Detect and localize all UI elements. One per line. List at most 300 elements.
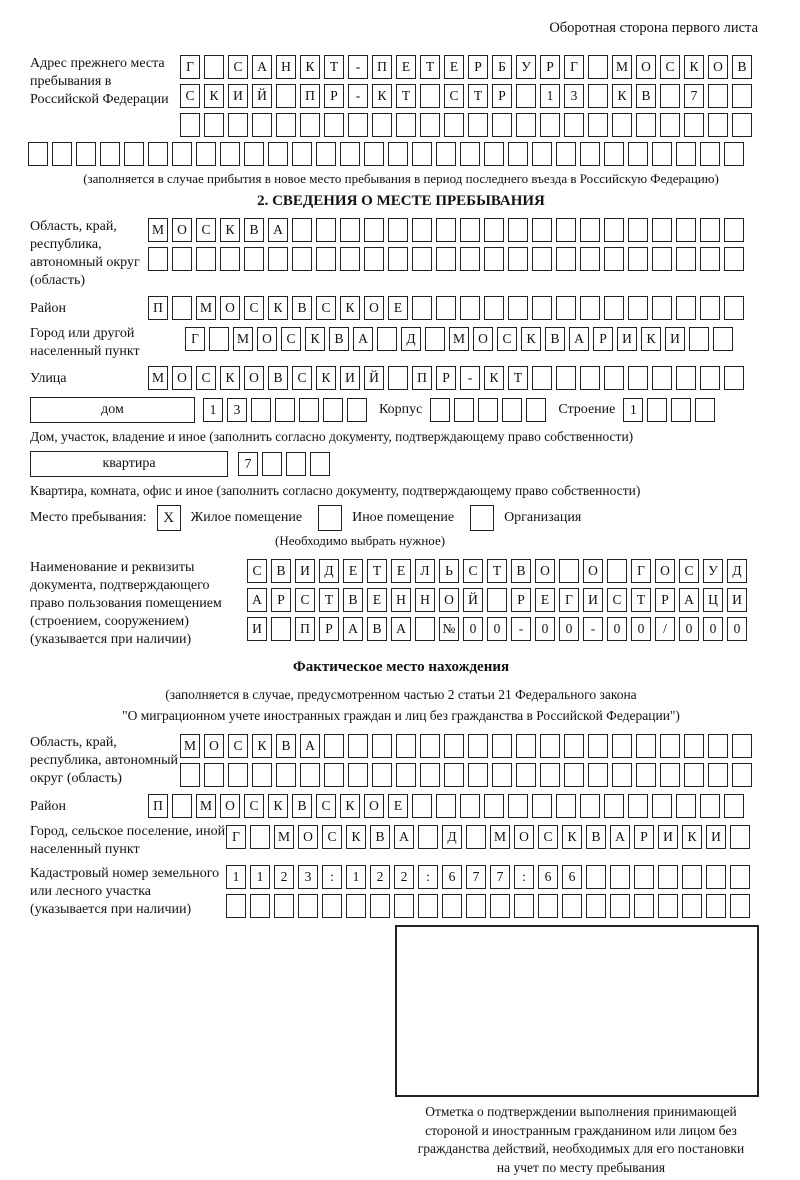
char-cell (347, 398, 367, 422)
char-cell (559, 559, 579, 583)
char-cell: О (220, 794, 240, 818)
char-cell: - (348, 84, 368, 108)
region-rows (148, 218, 744, 271)
char-cell (580, 296, 600, 320)
char-cell (580, 142, 600, 166)
char-cell: - (348, 55, 368, 79)
stamp-caption-line: на учет по месту пребывания (496, 1159, 666, 1175)
char-cell (323, 398, 343, 422)
char-cell: О (257, 327, 277, 351)
char-cell (708, 734, 728, 758)
char-cell (636, 113, 656, 137)
char-cell: К (521, 327, 541, 351)
actual-region-label: Область, край, республика, автономный округ (область) (30, 735, 179, 786)
char-cell: С (679, 559, 699, 583)
char-cell (532, 366, 552, 390)
char-cell: 1 (226, 865, 246, 889)
char-cell (604, 794, 624, 818)
char-cell (628, 296, 648, 320)
char-cell (660, 113, 680, 137)
char-cell (316, 247, 336, 271)
char-cell (348, 763, 368, 787)
char-cell (540, 763, 560, 787)
char-cell (244, 142, 264, 166)
char-cell (508, 218, 528, 242)
char-cell: Й (364, 366, 384, 390)
char-row (247, 617, 747, 641)
city-label: Город или другой населенный пункт (30, 326, 140, 359)
char-cell (196, 142, 216, 166)
char-cell (636, 734, 656, 758)
char-cell: О (220, 296, 240, 320)
char-cell (556, 366, 576, 390)
char-cell: А (610, 825, 630, 849)
char-cell: И (658, 825, 678, 849)
char-cell (276, 113, 296, 137)
district-label: Район (30, 301, 66, 316)
char-cell: И (340, 366, 360, 390)
char-cell (172, 296, 192, 320)
char-cell: О (439, 588, 459, 612)
char-cell (436, 218, 456, 242)
char-cell: С (180, 84, 200, 108)
char-cell: У (516, 55, 536, 79)
page-header-note: Оборотная сторона первого листа (549, 20, 758, 36)
char-cell (562, 894, 582, 918)
char-cell: Н (276, 55, 296, 79)
stay-type-note: (Необходимо выбрать нужное) (275, 533, 446, 548)
char-cell (724, 366, 744, 390)
char-cell: С (497, 327, 517, 351)
char-cell (490, 894, 510, 918)
char-cell: С (660, 55, 680, 79)
char-cell: С (607, 588, 627, 612)
char-cell: О (172, 218, 192, 242)
char-cell: 6 (562, 865, 582, 889)
char-cell (276, 763, 296, 787)
char-cell: М (180, 734, 200, 758)
char-cell: П (148, 296, 168, 320)
char-cell (478, 398, 498, 422)
char-cell: А (343, 617, 363, 641)
char-cell: А (569, 327, 589, 351)
char-cell (292, 247, 312, 271)
char-cell (514, 894, 534, 918)
char-cell (388, 142, 408, 166)
actual-district-label: Район (30, 799, 66, 814)
char-cell: К (220, 366, 240, 390)
char-cell: - (511, 617, 531, 641)
char-cell (250, 825, 270, 849)
char-cell (700, 794, 720, 818)
char-cell: С (228, 734, 248, 758)
char-cell (604, 247, 624, 271)
char-cell (300, 113, 320, 137)
char-row (623, 398, 715, 422)
char-cell: О (636, 55, 656, 79)
char-cell (706, 865, 726, 889)
char-cell (484, 218, 504, 242)
char-cell (516, 84, 536, 108)
char-cell: О (514, 825, 534, 849)
char-cell (556, 247, 576, 271)
stroenie-label: Строение (558, 402, 616, 417)
char-cell (274, 894, 294, 918)
char-cell (564, 113, 584, 137)
char-cell: 0 (703, 617, 723, 641)
char-cell: У (703, 559, 723, 583)
char-cell (364, 218, 384, 242)
char-cell (732, 763, 752, 787)
cadastral-label: Кадастровый номер земельного или лесного участка (указывается при наличии) (30, 866, 220, 917)
char-cell (124, 142, 144, 166)
char-cell: Е (343, 559, 363, 583)
char-cell: К (268, 296, 288, 320)
char-cell (532, 218, 552, 242)
char-cell: О (204, 734, 224, 758)
stay-type-line (30, 505, 772, 531)
char-cell (204, 763, 224, 787)
char-cell (209, 327, 229, 351)
char-cell: Т (468, 84, 488, 108)
char-cell (676, 142, 696, 166)
stamp-caption-line: гражданства действий, необходимых для его постановки (417, 1141, 745, 1156)
char-cell: С (228, 55, 248, 79)
char-cell: В (271, 559, 291, 583)
char-cell (418, 825, 438, 849)
char-cell: К (684, 55, 704, 79)
char-cell (196, 247, 216, 271)
char-cell (652, 366, 672, 390)
stamp-area (395, 925, 767, 1177)
char-cell: К (682, 825, 702, 849)
char-cell (556, 142, 576, 166)
char-cell (502, 398, 522, 422)
char-cell (634, 865, 654, 889)
char-cell: А (300, 734, 320, 758)
house-word-box: дом (30, 397, 195, 423)
char-cell: А (252, 55, 272, 79)
char-cell (604, 142, 624, 166)
char-cell: 1 (540, 84, 560, 108)
char-cell: А (394, 825, 414, 849)
char-cell (700, 218, 720, 242)
char-cell (700, 296, 720, 320)
char-cell: 0 (631, 617, 651, 641)
stay-option-checkbox (318, 505, 342, 531)
char-cell (647, 398, 667, 422)
char-row (148, 247, 744, 271)
house-line (30, 397, 772, 423)
street-block (30, 366, 772, 390)
char-cell: Н (391, 588, 411, 612)
char-cell: Е (535, 588, 555, 612)
char-cell: В (343, 588, 363, 612)
char-cell (660, 84, 680, 108)
char-cell: К (252, 734, 272, 758)
char-cell: В (329, 327, 349, 351)
char-cell: 0 (727, 617, 747, 641)
char-cell (372, 734, 392, 758)
char-cell (652, 142, 672, 166)
char-cell: М (449, 327, 469, 351)
char-cell: К (340, 794, 360, 818)
char-cell (604, 296, 624, 320)
char-cell: 3 (298, 865, 318, 889)
char-cell: Р (655, 588, 675, 612)
char-cell: С (244, 794, 264, 818)
char-cell (730, 894, 750, 918)
char-cell (252, 113, 272, 137)
char-cell: П (372, 55, 392, 79)
char-cell: Г (564, 55, 584, 79)
char-cell: С (281, 327, 301, 351)
char-cell: Г (631, 559, 651, 583)
char-cell (588, 55, 608, 79)
char-cell (442, 894, 462, 918)
char-cell (580, 247, 600, 271)
char-cell (172, 142, 192, 166)
char-cell: С (247, 559, 267, 583)
char-cell: О (364, 296, 384, 320)
char-cell: 7 (238, 452, 258, 476)
char-cell (220, 142, 240, 166)
char-cell: С (316, 794, 336, 818)
char-cell (420, 763, 440, 787)
char-cell (588, 734, 608, 758)
char-cell: В (244, 218, 264, 242)
char-cell (252, 763, 272, 787)
char-cell: И (727, 588, 747, 612)
char-cell: Г (226, 825, 246, 849)
char-cell: : (418, 865, 438, 889)
char-cell (540, 113, 560, 137)
char-cell (682, 865, 702, 889)
char-row (226, 894, 750, 918)
char-cell: К (300, 55, 320, 79)
char-cell (636, 763, 656, 787)
char-row (238, 452, 330, 476)
char-cell: С (316, 296, 336, 320)
actual-location-note-line2: "О миграционном учете иностранных граждан и лиц без гражданства в Российской Федерации") (122, 708, 680, 723)
char-cell (610, 894, 630, 918)
apartment-line (30, 451, 772, 477)
char-cell (484, 247, 504, 271)
char-cell (516, 113, 536, 137)
stay-option-label: Иное помещение (352, 510, 455, 525)
char-cell (508, 794, 528, 818)
char-cell (708, 84, 728, 108)
char-cell (262, 452, 282, 476)
char-cell (610, 865, 630, 889)
char-row (226, 825, 750, 849)
char-cell (516, 763, 536, 787)
char-cell (676, 218, 696, 242)
char-cell (604, 366, 624, 390)
char-cell (682, 894, 702, 918)
char-cell (706, 894, 726, 918)
char-cell (612, 113, 632, 137)
document-label: Наименование и реквизиты документа, подтверждающего право пользования помещением (строением, сооружением) (указывается при наличии) (30, 560, 222, 647)
stay-option-checkbox: X (157, 505, 181, 531)
char-cell (420, 734, 440, 758)
char-cell: Е (388, 296, 408, 320)
char-cell: О (473, 327, 493, 351)
char-cell (676, 247, 696, 271)
char-cell: К (268, 794, 288, 818)
char-cell (299, 398, 319, 422)
char-cell (348, 113, 368, 137)
char-cell (322, 894, 342, 918)
apartment-word-box: квартира (30, 451, 228, 477)
char-cell: Д (442, 825, 462, 849)
char-cell: В (732, 55, 752, 79)
prev-address-rows (180, 55, 752, 137)
char-cell: К (612, 84, 632, 108)
char-cell: Е (396, 55, 416, 79)
char-cell (292, 218, 312, 242)
char-cell: Т (367, 559, 387, 583)
char-cell (172, 247, 192, 271)
char-cell (556, 794, 576, 818)
char-cell: В (276, 734, 296, 758)
char-cell (724, 296, 744, 320)
char-cell: 1 (623, 398, 643, 422)
char-cell: Т (631, 588, 651, 612)
char-cell: Р (593, 327, 613, 351)
char-cell: Д (727, 559, 747, 583)
document-rows (247, 559, 747, 641)
char-cell: Г (559, 588, 579, 612)
char-cell: И (706, 825, 726, 849)
char-cell (76, 142, 96, 166)
char-row (180, 734, 752, 758)
stamp-caption (395, 1103, 767, 1177)
char-cell (340, 142, 360, 166)
char-cell (300, 763, 320, 787)
char-cell (607, 559, 627, 583)
char-cell: О (583, 559, 603, 583)
char-cell (412, 218, 432, 242)
stay-option-checkbox (470, 505, 494, 531)
char-cell (444, 734, 464, 758)
char-cell (538, 894, 558, 918)
char-cell (460, 794, 480, 818)
char-cell (100, 142, 120, 166)
prev-address-note: (заполняется в случае прибытия в новое место пребывания в период последнего въезда в Российскую Федерацию) (83, 171, 719, 186)
char-cell (532, 142, 552, 166)
char-row (180, 55, 752, 79)
char-cell: К (641, 327, 661, 351)
char-cell (532, 794, 552, 818)
district-block (30, 296, 772, 320)
char-cell (580, 366, 600, 390)
char-cell (612, 763, 632, 787)
char-cell: Р (634, 825, 654, 849)
char-cell (388, 247, 408, 271)
char-cell (492, 113, 512, 137)
char-cell (425, 327, 445, 351)
char-cell: 0 (607, 617, 627, 641)
char-cell (394, 894, 414, 918)
char-cell (466, 825, 486, 849)
char-cell (652, 296, 672, 320)
char-cell (418, 894, 438, 918)
char-cell (724, 247, 744, 271)
char-cell: Р (436, 366, 456, 390)
char-cell: К (305, 327, 325, 351)
char-cell (340, 247, 360, 271)
char-cell: Т (508, 366, 528, 390)
char-cell (660, 734, 680, 758)
prev-address-label: Адрес прежнего места пребывания в Российской Федерации (30, 56, 169, 107)
char-cell: 0 (487, 617, 507, 641)
char-cell: И (247, 617, 267, 641)
char-cell: 1 (346, 865, 366, 889)
char-cell: 0 (535, 617, 555, 641)
char-cell: М (490, 825, 510, 849)
char-cell (508, 247, 528, 271)
char-cell (348, 734, 368, 758)
char-cell: О (535, 559, 555, 583)
char-cell (268, 247, 288, 271)
char-cell (671, 398, 691, 422)
char-cell: Р (511, 588, 531, 612)
char-cell: Е (367, 588, 387, 612)
char-row (247, 559, 747, 583)
char-cell (460, 142, 480, 166)
char-cell: Б (492, 55, 512, 79)
char-cell (676, 794, 696, 818)
stamp-caption-line: стороной и иностранным гражданином или лицом без (425, 1122, 737, 1138)
char-cell: № (439, 617, 459, 641)
char-cell (250, 894, 270, 918)
char-cell: : (514, 865, 534, 889)
char-cell (652, 247, 672, 271)
char-cell (460, 296, 480, 320)
char-cell: 1 (250, 865, 270, 889)
char-cell: 2 (394, 865, 414, 889)
char-cell: В (292, 794, 312, 818)
char-cell (172, 794, 192, 818)
char-cell: Д (319, 559, 339, 583)
char-row (180, 763, 752, 787)
char-cell: - (460, 366, 480, 390)
char-cell: 6 (538, 865, 558, 889)
char-row (247, 588, 747, 612)
char-cell (658, 894, 678, 918)
char-cell (604, 218, 624, 242)
char-cell (708, 113, 728, 137)
char-cell: Д (401, 327, 421, 351)
street-label: Улица (30, 371, 67, 386)
char-cell (586, 865, 606, 889)
char-cell (468, 113, 488, 137)
char-cell (276, 84, 296, 108)
char-cell: О (244, 366, 264, 390)
char-row (180, 113, 752, 137)
char-cell: К (484, 366, 504, 390)
char-cell (372, 763, 392, 787)
char-cell: И (583, 588, 603, 612)
char-cell: : (322, 865, 342, 889)
char-cell: С (295, 588, 315, 612)
char-cell: / (655, 617, 675, 641)
char-cell (436, 296, 456, 320)
char-cell (634, 894, 654, 918)
char-cell: 1 (203, 398, 223, 422)
stamp-box (395, 925, 759, 1097)
